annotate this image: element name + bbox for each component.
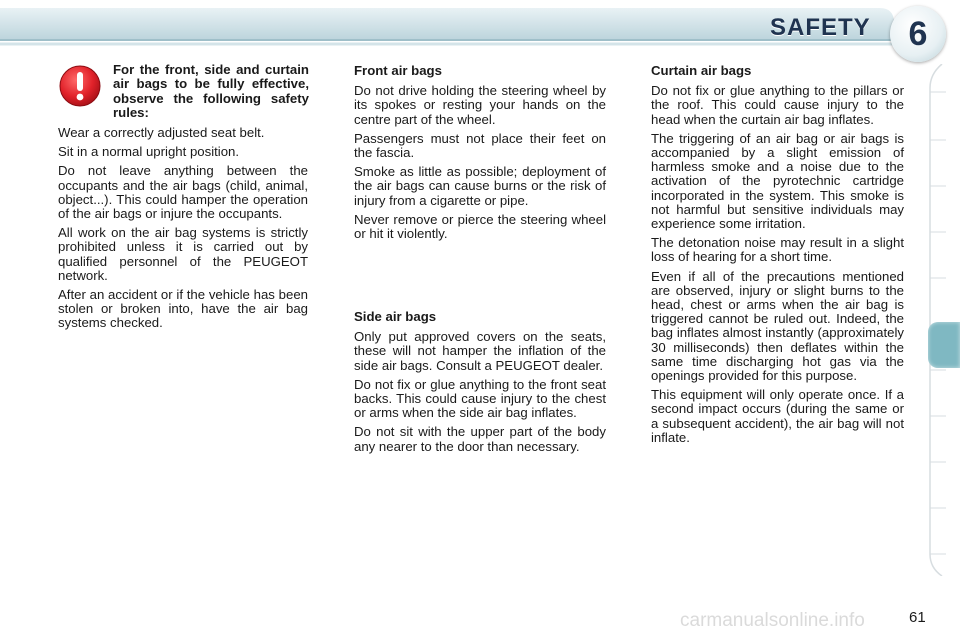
front-airbags-section (354, 64, 606, 246)
front-airbags-paragraph: Passengers must not place their feet on the fascia. (354, 130, 606, 161)
warning-text: For the front, side and curtain air bags to be fully effective, observe the following safety rules: (113, 62, 309, 121)
curtain-airbags-paragraph: Do not fix or glue anything to the pillars or the roof. This could cause injury to the head when the curtain air bag inflates. (651, 83, 904, 127)
curtain-airbags-paragraph: The detonation noise may result in a slight loss of hearing for a short time. (651, 235, 904, 265)
curtain-airbags-heading: Curtain air bags (651, 63, 752, 78)
side-airbags-paragraph: Do not sit with the upper part of the body any nearer to the door than necessary. (354, 424, 606, 454)
page-header (0, 0, 960, 60)
watermark: carmanualsonline.info (680, 610, 865, 631)
chapter-number: 6 (908, 14, 928, 53)
front-airbags-paragraph: Smoke as little as possible; deployment of the air bags can cause burns or the risk of injury from a cigarette or pipe. (354, 164, 606, 208)
side-airbags-heading: Side air bags (354, 309, 437, 324)
rule-paragraph: After an accident or if the vehicle has been stolen or broken into, have the air bag systems checked. (58, 287, 308, 331)
curtain-airbags-section (651, 64, 904, 450)
curtain-airbags-paragraph: The triggering of an air bag or air bags is accompanied by a slight emission of harmless smoke and a noise due to the activation of the pyrotechnic cartridge incorporated in the system. This smoke is not harmful but sensitive individuals may experience some irritation. (651, 130, 904, 232)
chapter-badge (890, 6, 946, 62)
rule-paragraph: Wear a correctly adjusted seat belt. (58, 125, 265, 140)
rule-paragraph: All work on the air bag systems is strictly prohibited unless it is carried out by qualified personnel of the PEUGEOT network. (58, 225, 308, 283)
curtain-airbags-paragraph: Even if all of the precautions mentioned are observed, injury or slight burns to the head, chest or arms when the air bag is triggered cannot be ruled out. Indeed, the bag inflates almost instantly (approximately 30 milliseconds) then deflates within the same time discharging hot gas via the openings provided for this purpose. (651, 268, 904, 384)
side-tab-strip (928, 64, 960, 576)
front-airbags-paragraph: Never remove or pierce the steering wheel or hit it violently. (354, 211, 606, 242)
rule-paragraph: Do not leave anything between the occupants and the air bags (child, animal, object...). This could hamper the operation of the air bags or injure the occupants. (58, 163, 308, 222)
general-rules-column (58, 126, 308, 336)
side-airbags-paragraph: Do not fix or glue anything to the front seat backs. This could cause injury to the chest or arms when the side air bag inflates. (354, 376, 606, 421)
side-airbags-paragraph: Only put approved covers on the seats, these will not hamper the inflation of the side air bags. Consult a PEUGEOT dealer. (354, 329, 606, 373)
side-airbags-section (354, 310, 606, 459)
section-title: SAFETY (770, 14, 871, 41)
exclamation-warning-icon (58, 64, 102, 108)
front-airbags-heading: Front air bags (354, 63, 442, 78)
rule-paragraph: Sit in a normal upright position. (58, 144, 240, 160)
front-airbags-paragraph: Do not drive holding the steering wheel by its spokes or resting your hands on the centre part of the wheel. (354, 83, 606, 127)
side-tab-active[interactable] (928, 322, 960, 368)
curtain-airbags-paragraph: This equipment will only operate once. If a second impact occurs (during the same or a subsequent accident), the air bag will not inflate. (651, 387, 904, 445)
page-number: 61 (909, 609, 926, 626)
